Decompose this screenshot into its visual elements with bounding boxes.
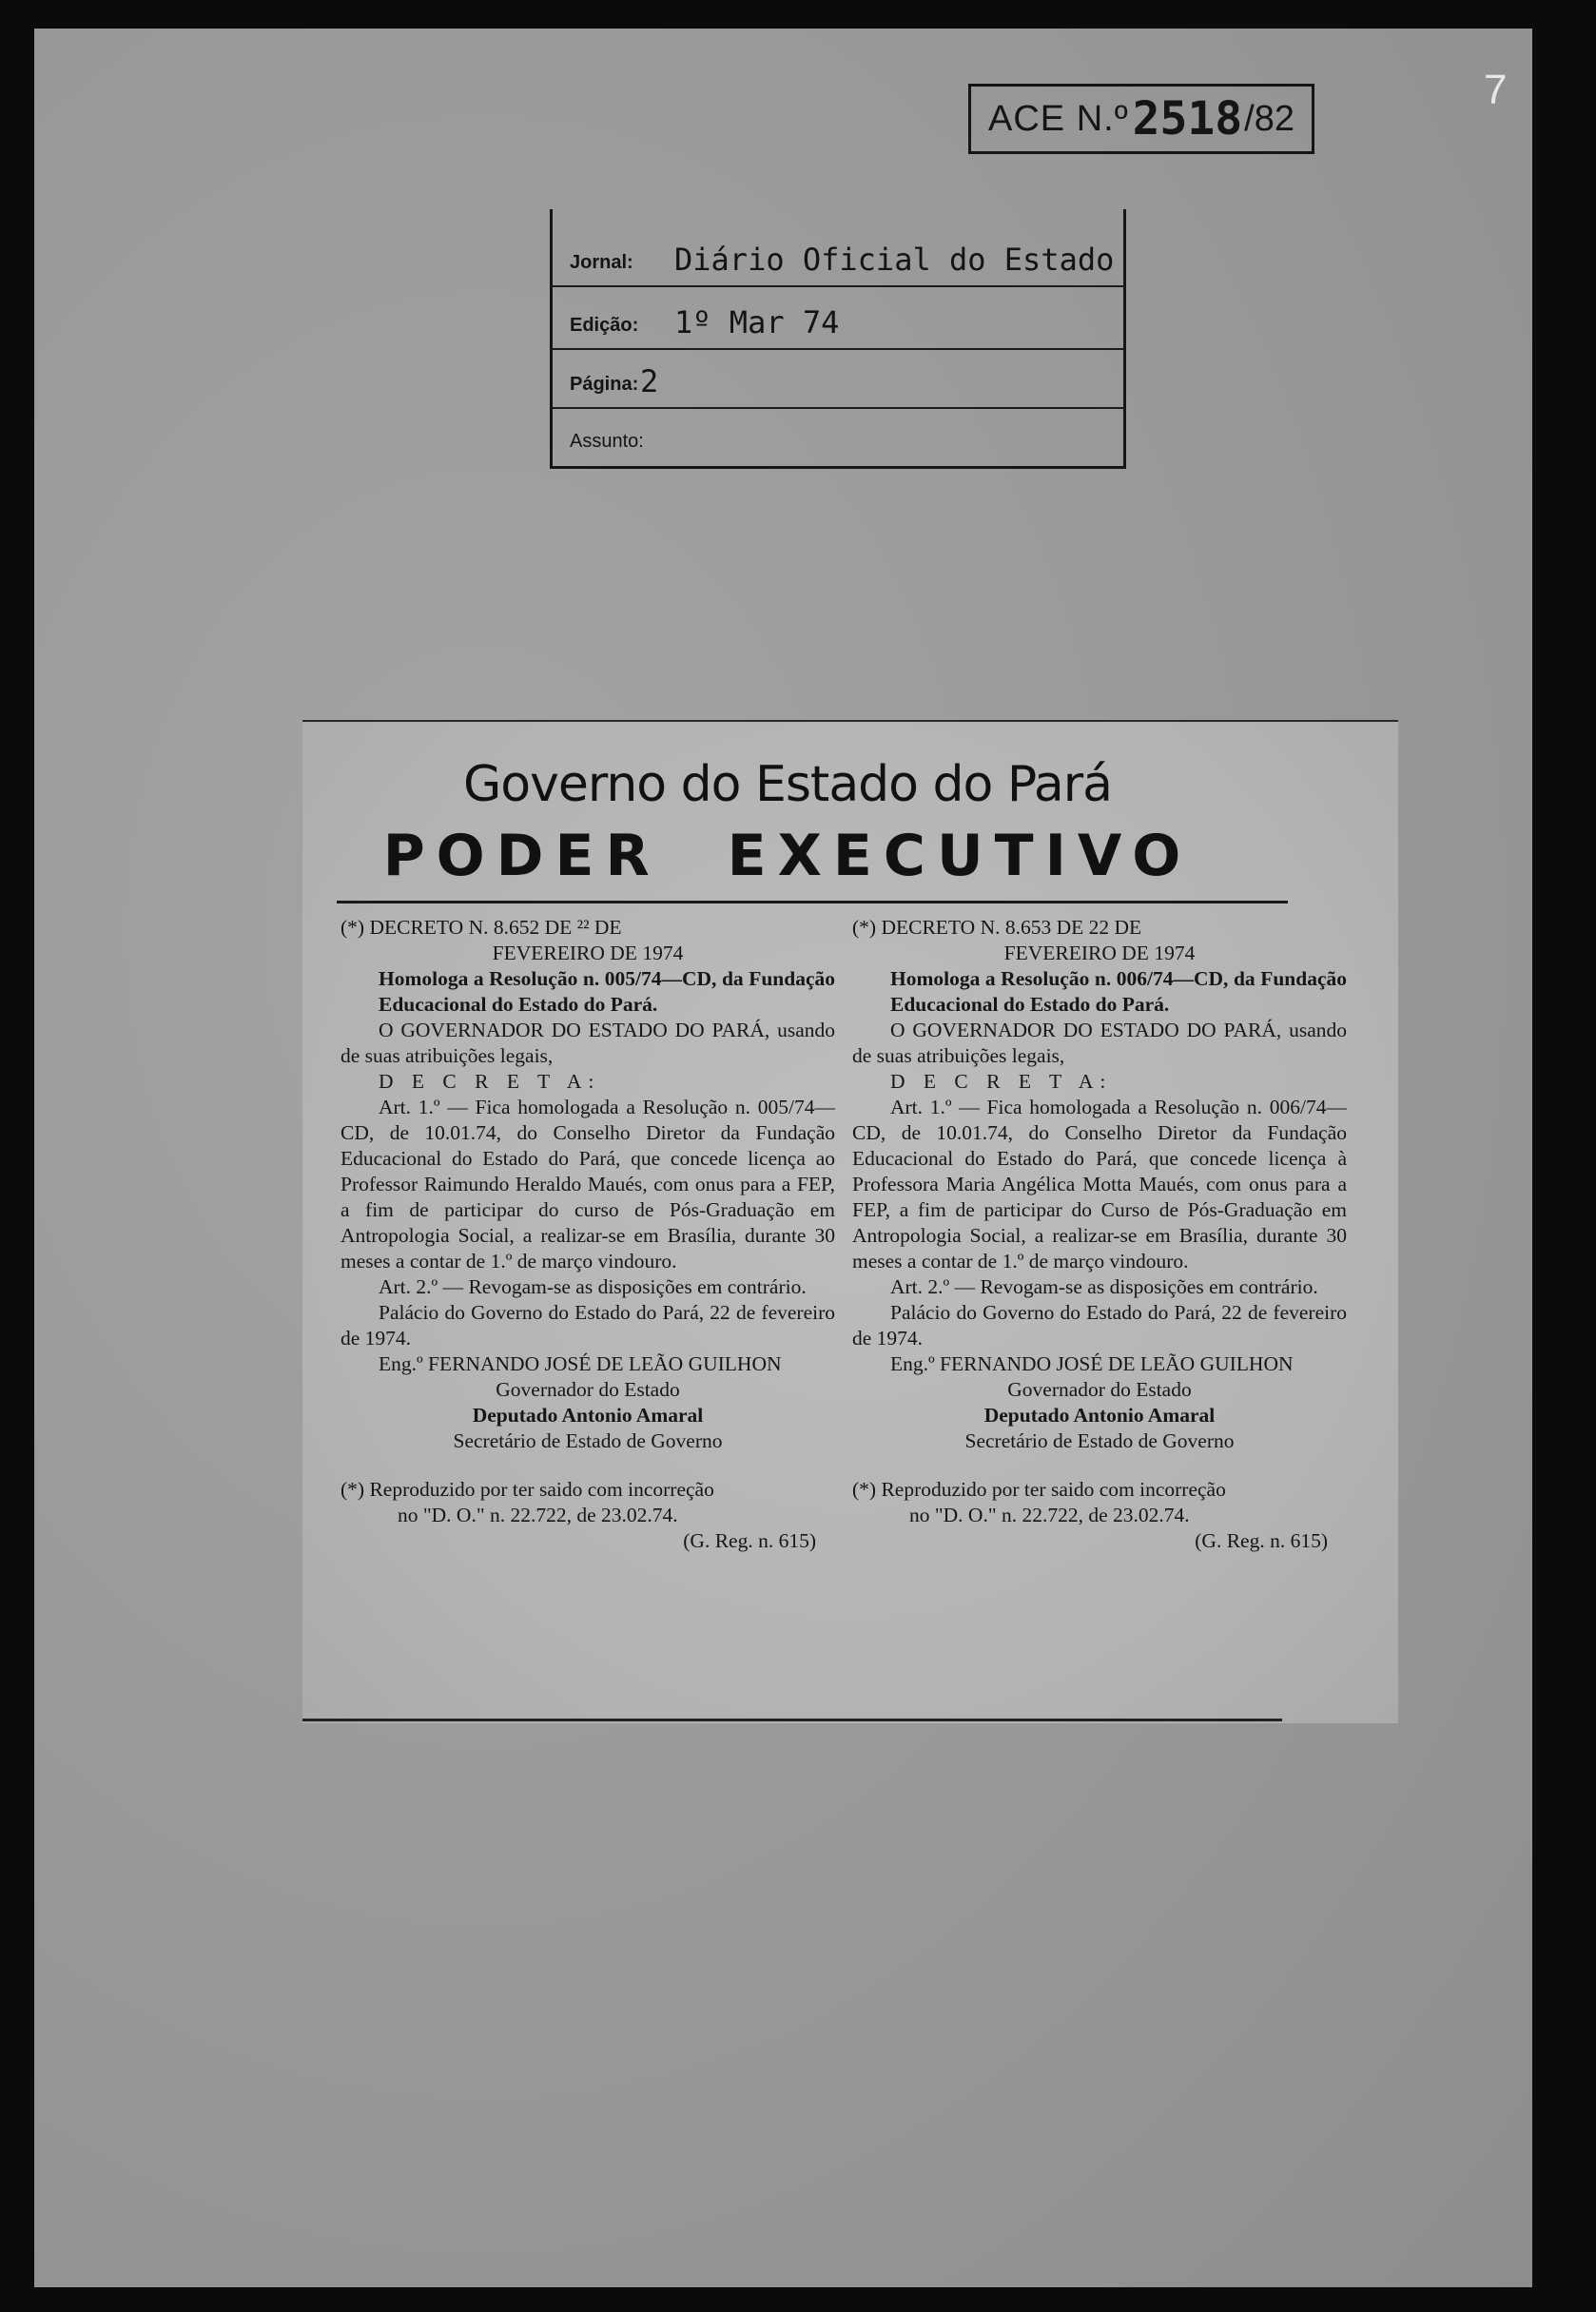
footnote-line-1: (*) Reproduzido por ter saido com incorreção (341, 1478, 714, 1501)
signature-governor-title: Governador do Estado (496, 1378, 680, 1401)
registration-ref: (G. Reg. n. 615) (1195, 1529, 1328, 1552)
executivo-word: EXECUTIVO (727, 823, 1193, 889)
jornal-label: Jornal: (570, 252, 633, 273)
signature-secretary: Deputado Antonio Amaral (983, 1404, 1216, 1427)
ace-year: /82 (1244, 98, 1294, 139)
decree-decreta: D E C R E T A: (379, 1070, 601, 1093)
decree-place-date: Palácio do Governo do Estado do Pará, 22 de fevereiro de 1974. (341, 1301, 835, 1350)
jornal-value: Diário Oficial do Estado (674, 242, 1115, 278)
pagina-label: Página: (570, 374, 639, 395)
ace-number: 2518 (1132, 92, 1243, 146)
decree-summary: Homologa a Resolução n. 006/74—CD, da Fundação Educacional do Estado do Pará. (890, 967, 1347, 1016)
decree-decreta: D E C R E T A: (890, 1070, 1113, 1093)
decree-title-date: FEVEREIRO DE 1974 (1003, 942, 1196, 964)
footnote-line-1: (*) Reproduzido por ter saido com incorreção (852, 1478, 1226, 1501)
pagina-row (553, 348, 1123, 409)
decree-preamble: O GOVERNADOR DO ESTADO DO PARÁ, usando de suas atribuições legais, (341, 1019, 835, 1067)
header-rule (337, 901, 1288, 903)
assunto-row (553, 407, 1123, 464)
decree-article-2: Art. 2.º — Revogam-se as disposições em contrário. (890, 1275, 1318, 1298)
assunto-label: Assunto: (570, 431, 644, 452)
decree-title-date: FEVEREIRO DE 1974 (492, 942, 684, 964)
decree-article-2: Art. 2.º — Revogam-se as disposições em contrário. (379, 1275, 807, 1298)
newspaper-clipping (302, 720, 1398, 1723)
signature-secretary-title: Secretário de Estado de Governo (964, 1429, 1235, 1452)
poder-executivo-heading (302, 823, 1273, 889)
decree-title: (*) DECRETO N. 8.653 DE 22 DE (852, 916, 1142, 939)
edicao-label: Edição: (570, 315, 639, 336)
decree-article-1: Art. 1.º — Fica homologada a Resolução n. 005/74—CD, de 10.01.74, do Conselho Diretor da Fundação Educacional do Estado do Pará, que concede licença ao Professor Raimundo Heraldo Maués, com onus para a FEP, a fim de participar do curso de Pós-Graduação em Antropologia Social, a realizar-se em Brasília, durante 30 meses a contar de 1.º de março vindouro. (341, 1096, 835, 1273)
decree-article-1: Art. 1.º — Fica homologada a Resolução n. 006/74—CD, de 10.01.74, do Conselho Diretor da Fundação Educacional do Estado do Pará, que concede licença à Professora Maria Angélica Motta Maués, com onus para a FEP, a fim de participar do Curso de Pós-Graduação em Antropologia Social, a realizar-se em Brasília, durante 30 meses a contar de 1.º de março vindouro. (852, 1096, 1347, 1273)
pagina-value: 2 (640, 363, 659, 399)
government-heading: Governo do Estado do Pará (462, 756, 1113, 813)
page-number-mark: 7 (1484, 67, 1508, 113)
signature-governor: Eng.º FERNANDO JOSÉ DE LEÃO GUILHON (379, 1352, 782, 1375)
decree-place-date: Palácio do Governo do Estado do Pará, 22 de fevereiro de 1974. (852, 1301, 1347, 1350)
decree-summary: Homologa a Resolução n. 005/74—CD, da Fundação Educacional do Estado do Pará. (379, 967, 835, 1016)
clipping-bottom-rule (302, 1719, 1282, 1721)
clipping-top-rule (302, 720, 1398, 722)
jornal-row (553, 209, 1123, 287)
signature-governor: Eng.º FERNANDO JOSÉ DE LEÃO GUILHON (890, 1352, 1294, 1375)
ace-prefix: ACE N.º (988, 98, 1129, 139)
decree-8653 (852, 915, 1347, 1554)
signature-secretary-title: Secretário de Estado de Governo (453, 1429, 723, 1452)
decree-title: (*) DECRETO N. 8.652 DE ²² DE (341, 916, 622, 939)
signature-governor-title: Governador do Estado (1007, 1378, 1192, 1401)
footnote-line-2: no "D. O." n. 22.722, de 23.02.74. (909, 1504, 1190, 1526)
footnote-line-2: no "D. O." n. 22.722, de 23.02.74. (398, 1504, 678, 1526)
decree-8652 (341, 915, 835, 1554)
poder-word: PODER (382, 823, 661, 889)
edicao-value: 1º Mar 74 (674, 304, 840, 340)
signature-secretary: Deputado Antonio Amaral (472, 1404, 704, 1427)
ace-stamp (968, 84, 1314, 154)
edicao-row (553, 285, 1123, 350)
registration-ref: (G. Reg. n. 615) (683, 1529, 816, 1552)
clipping-info-box (550, 209, 1126, 469)
decree-preamble: O GOVERNADOR DO ESTADO DO PARÁ, usando de suas atribuições legais, (852, 1019, 1347, 1067)
